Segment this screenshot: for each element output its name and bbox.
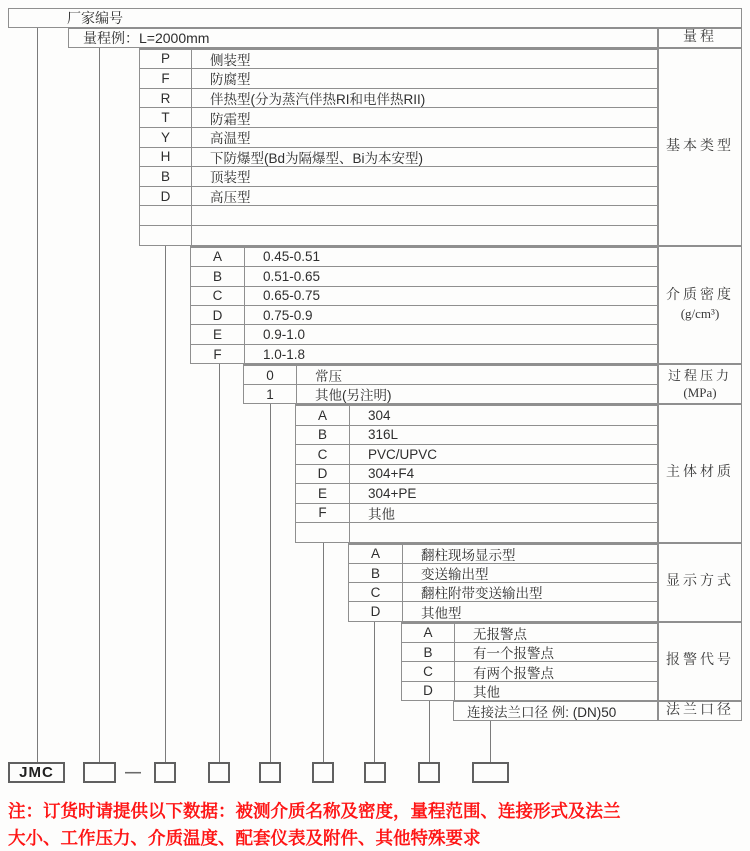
flange-size-text: 连接法兰口径 例: (DN)50 [467,704,617,720]
material-block [295,404,658,543]
option-desc: 侧装型 [210,52,251,68]
density-row [191,247,657,266]
option-desc: 常压 [315,369,342,385]
ordering-note-line1: 注：订货时请提供以下数据：被测介质名称及密度，量程范围、连接形式及法兰 [8,801,621,821]
material-row [296,425,657,445]
option-desc: 伴热型(分为蒸汽伴热RI和电伴热RII) [210,92,426,108]
connector-line-alarm-code [429,701,430,762]
option-desc: 有一个报警点 [473,646,554,662]
option-desc: 316L [368,427,399,443]
basic-type-row [140,49,657,69]
material-row [296,405,657,425]
material-row [296,503,657,523]
option-desc: 其他(另注明) [315,388,392,404]
label-flange-size: 法兰口径 [658,701,742,721]
option-desc: PVC/UPVC [368,446,438,462]
option-code: C [191,287,245,305]
density-row [191,266,657,285]
flange-size-row [453,701,658,721]
connector-line-density [219,364,220,762]
material-row [296,464,657,484]
basic-type-row [140,147,657,167]
option-desc [192,206,657,225]
option-code: F [191,345,245,363]
code-box-range [83,762,116,783]
option-code: F [140,69,192,88]
option-desc: 304+F4 [368,466,415,482]
option-desc: 0.9-1.0 [263,327,306,343]
connector-line-display-mode [374,622,375,763]
option-code: D [349,602,403,620]
label-pressure: 过程压力 (MPa) [658,364,742,404]
label-alarm-code: 报警代号 [658,622,742,701]
alarm-code-row [402,681,657,700]
ordering-note [8,798,748,851]
basic-type-row [140,127,657,147]
connector-line-material [323,543,324,763]
label-basic-type: 基本类型 [658,48,742,246]
option-code: A [402,624,455,642]
code-box-alarm-code [418,762,440,783]
code-box-density [208,762,230,783]
option-code: T [140,108,192,127]
option-code: E [296,484,350,503]
manufacturer-number-text: 厂家编号 [67,10,123,26]
material-row [296,483,657,503]
alarm-code-block [401,622,658,701]
model-prefix-box: JMC [8,762,65,783]
display-mode-row [349,544,657,563]
basic-type-block [139,48,658,246]
option-code: A [296,406,350,425]
option-desc: 高压型 [210,190,251,206]
label-range: 量程 [658,28,742,48]
option-desc: 其他型 [421,605,462,621]
density-row [191,286,657,305]
option-desc: 0.75-0.9 [263,307,313,323]
option-desc: 有两个报警点 [473,665,554,681]
option-desc [350,523,657,542]
connector-line-manufacturer [37,28,38,762]
range-example-row [68,28,658,48]
connector-line-basic-type [165,246,166,762]
option-desc: 防腐型 [210,72,251,88]
option-code: Y [140,128,192,147]
pressure-block [243,364,658,404]
density-row [191,324,657,343]
code-box-material [312,762,334,783]
basic-type-row [140,186,657,206]
option-code: D [191,306,245,324]
manufacturer-number-row [8,8,742,28]
code-box-pressure [259,762,281,783]
basic-type-row [140,166,657,186]
option-code: E [191,325,245,343]
display-mode-block [348,543,658,622]
basic-type-row [140,68,657,88]
option-code: D [140,187,192,206]
connector-line-pressure [270,404,271,763]
connector-line-flange [490,721,491,763]
option-desc: 1.0-1.8 [263,346,306,362]
label-display-mode: 显示方式 [658,543,742,622]
range-example-text: 量程例：L=2000mm [83,29,210,46]
label-density: 介质密度 (g/cm³) [658,246,742,365]
display-mode-row [349,582,657,601]
density-row [191,305,657,324]
option-code: D [296,465,350,484]
option-code: C [349,583,403,601]
basic-type-row [140,205,657,225]
basic-type-row [140,88,657,108]
density-block [190,246,658,365]
option-code: 1 [244,385,297,403]
option-desc: 0.51-0.65 [263,268,321,284]
alarm-code-row [402,623,657,642]
option-desc: 其他 [368,506,395,522]
option-code: A [349,545,403,563]
pressure-row [244,384,657,403]
basic-type-row [140,225,657,245]
option-code: D [402,682,455,700]
alarm-code-row [402,661,657,680]
option-code: B [191,267,245,285]
option-code [140,206,192,225]
option-desc: 顶装型 [210,170,251,186]
option-desc: 无报警点 [473,626,527,642]
code-box-flange [472,762,509,783]
alarm-code-row [402,642,657,661]
option-desc: 其他 [473,684,500,700]
option-code: 0 [244,366,297,384]
option-code [140,226,192,245]
option-code: F [296,504,350,523]
option-desc: 0.65-0.75 [263,288,321,304]
option-code: B [140,167,192,186]
option-code: R [140,89,192,108]
option-code: P [140,50,192,69]
code-box-basic-type [154,762,176,783]
option-code: A [191,248,245,266]
option-desc: 变送输出型 [421,567,489,583]
material-row [296,522,657,542]
option-desc: 下防爆型(Bd为隔爆型、Bi为本安型) [210,150,424,166]
label-material: 主体材质 [658,404,742,543]
option-code: C [296,445,350,464]
option-code: B [402,643,455,661]
option-code: B [296,426,350,445]
option-desc: 304+PE [368,485,417,501]
option-desc: 翻柱现场显示型 [421,547,516,563]
material-row [296,444,657,464]
display-mode-row [349,601,657,620]
option-desc: 0.45-0.51 [263,249,321,265]
connector-line-range [99,48,100,762]
display-mode-row [349,563,657,582]
ordering-note-line2: 大小、工作压力、介质温度、配套仪表及附件、其他特殊要求 [8,827,481,848]
option-desc: 翻柱附带变送输出型 [421,586,543,602]
density-row [191,344,657,363]
option-desc: 高温型 [210,131,251,147]
option-code: B [349,564,403,582]
option-desc [192,226,657,245]
option-code [296,523,350,542]
basic-type-row [140,107,657,127]
option-code: H [140,148,192,167]
option-desc: 304 [368,407,391,423]
option-desc: 防霜型 [210,111,251,127]
option-code: C [402,662,455,680]
code-dash: — [125,763,141,781]
pressure-row [244,365,657,384]
code-box-display-mode [364,762,386,783]
